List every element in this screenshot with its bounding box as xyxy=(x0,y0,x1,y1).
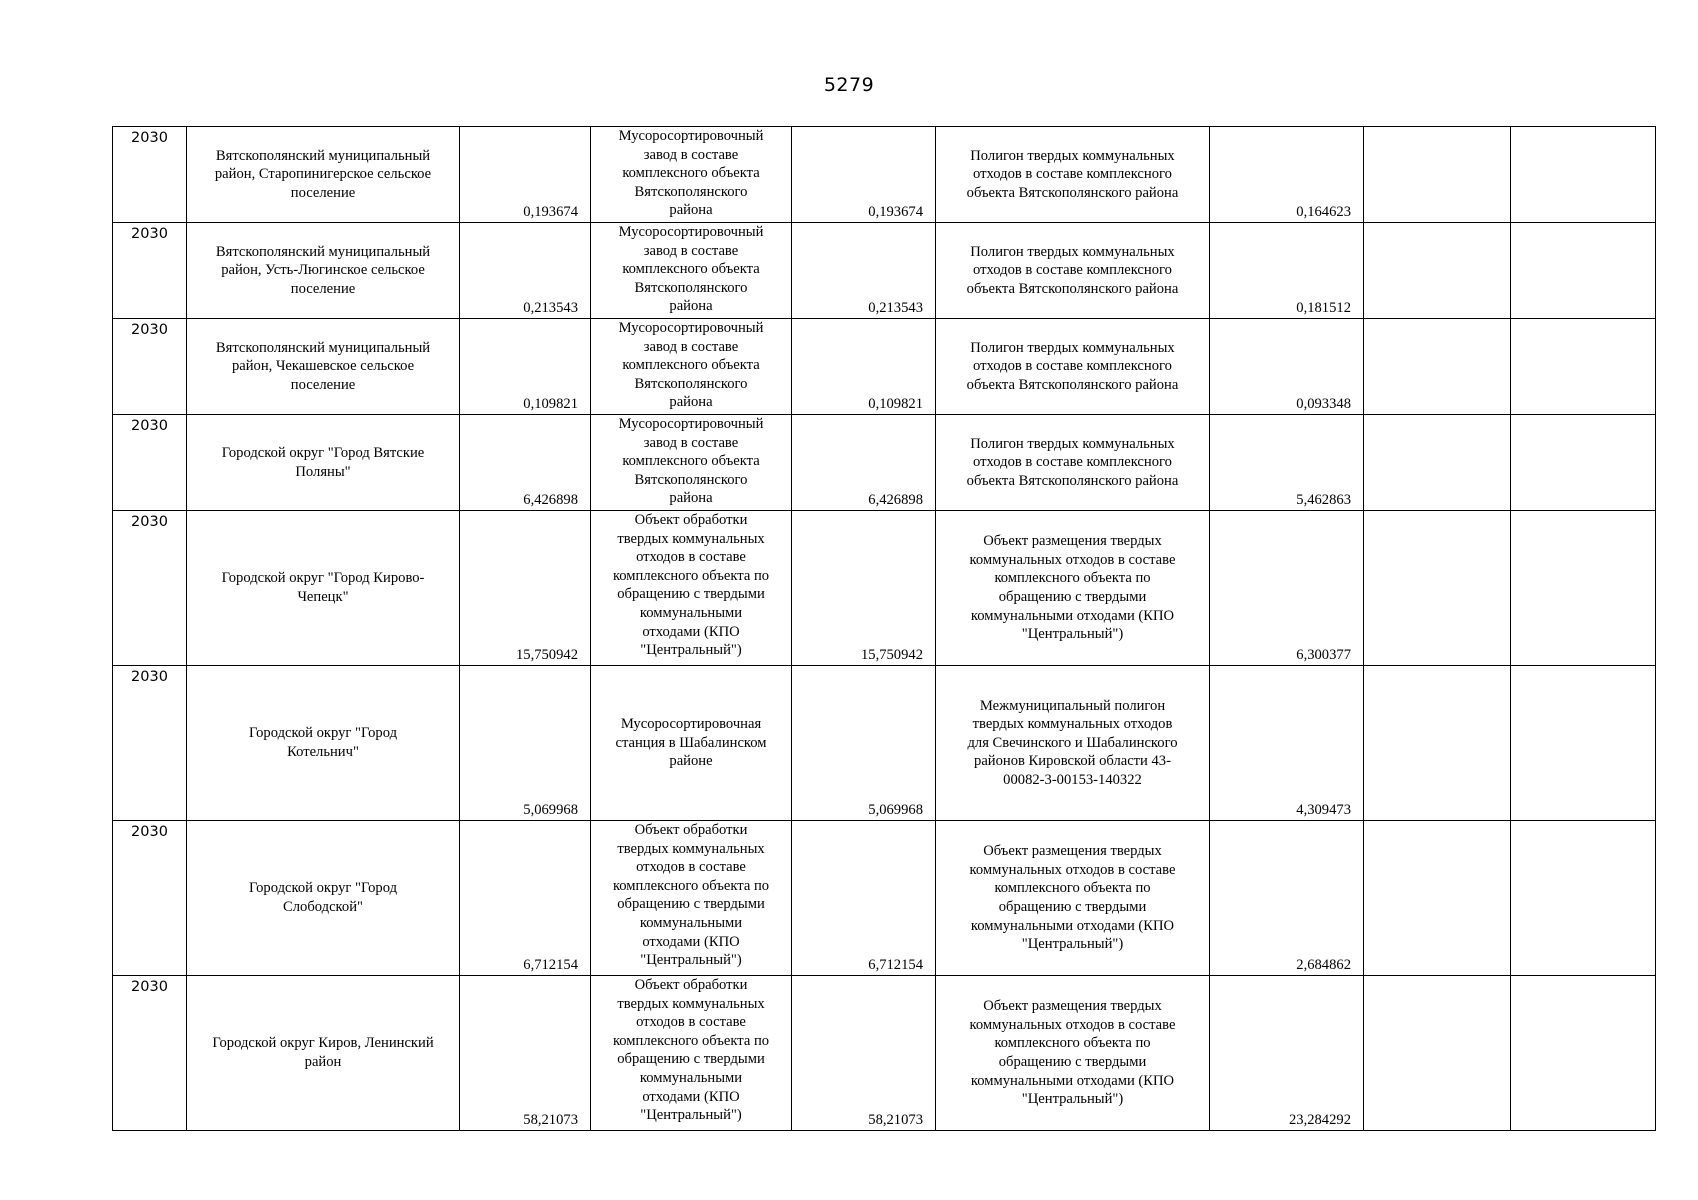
processing-facility-cell: Мусоросортировочный завод в составе комплексного объекта Вятскополянского района xyxy=(591,319,792,415)
year-cell: 2030 xyxy=(113,223,187,319)
table-row xyxy=(113,319,1656,415)
table-row xyxy=(113,511,1656,666)
empty-cell xyxy=(1511,976,1656,1131)
disposal-facility-cell: Полигон твердых коммунальных отходов в составе комплексного объекта Вятскополянского района xyxy=(936,415,1210,511)
year-cell: 2030 xyxy=(113,127,187,223)
disposal-facility-cell: Полигон твердых коммунальных отходов в составе комплексного объекта Вятскополянского района xyxy=(936,223,1210,319)
processing-facility-cell: Объект обработки твердых коммунальных отходов в составе комплексного объекта по обращению с твердыми коммунальными отходами (КПО "Центральный") xyxy=(591,511,792,666)
empty-cell xyxy=(1511,223,1656,319)
disposal-facility-cell: Полигон твердых коммунальных отходов в составе комплексного объекта Вятскополянского района xyxy=(936,127,1210,223)
volume-generated-cell: 15,750942 xyxy=(460,511,591,666)
volume-to-processing-cell: 0,213543 xyxy=(792,223,936,319)
municipality-cell: Городской округ "Город Кирово- Чепецк" xyxy=(187,511,460,666)
table-row xyxy=(113,976,1656,1131)
table-row xyxy=(113,127,1656,223)
municipality-cell: Вятскополянский муниципальный район, Старопинигерское сельское поселение xyxy=(187,127,460,223)
table-row xyxy=(113,415,1656,511)
waste-flow-table xyxy=(112,126,1656,1131)
volume-to-processing-cell: 58,21073 xyxy=(792,976,936,1131)
volume-to-processing-cell: 6,712154 xyxy=(792,821,936,976)
volume-generated-cell: 6,712154 xyxy=(460,821,591,976)
empty-cell xyxy=(1364,223,1511,319)
volume-to-disposal-cell: 2,684862 xyxy=(1210,821,1364,976)
municipality-cell: Вятскополянский муниципальный район, Чекашевское сельское поселение xyxy=(187,319,460,415)
empty-cell xyxy=(1511,415,1656,511)
year-cell: 2030 xyxy=(113,511,187,666)
volume-to-processing-cell: 15,750942 xyxy=(792,511,936,666)
empty-cell xyxy=(1511,821,1656,976)
empty-cell xyxy=(1511,666,1656,821)
processing-facility-cell: Мусоросортировочная станция в Шабалинском районе xyxy=(591,666,792,821)
volume-to-processing-cell: 6,426898 xyxy=(792,415,936,511)
empty-cell xyxy=(1364,511,1511,666)
volume-to-disposal-cell: 0,181512 xyxy=(1210,223,1364,319)
empty-cell xyxy=(1364,976,1511,1131)
page-number: 5279 xyxy=(823,74,875,96)
volume-generated-cell: 0,213543 xyxy=(460,223,591,319)
empty-cell xyxy=(1364,319,1511,415)
volume-to-disposal-cell: 0,093348 xyxy=(1210,319,1364,415)
processing-facility-cell: Мусоросортировочный завод в составе комплексного объекта Вятскополянского района xyxy=(591,223,792,319)
empty-cell xyxy=(1364,415,1511,511)
processing-facility-cell: Мусоросортировочный завод в составе комплексного объекта Вятскополянского района xyxy=(591,415,792,511)
municipality-cell: Городской округ "Город Котельнич" xyxy=(187,666,460,821)
volume-to-processing-cell: 0,193674 xyxy=(792,127,936,223)
volume-to-processing-cell: 5,069968 xyxy=(792,666,936,821)
disposal-facility-cell: Полигон твердых коммунальных отходов в составе комплексного объекта Вятскополянского района xyxy=(936,319,1210,415)
volume-generated-cell: 0,109821 xyxy=(460,319,591,415)
empty-cell xyxy=(1511,127,1656,223)
municipality-cell: Вятскополянский муниципальный район, Усть-Люгинское сельское поселение xyxy=(187,223,460,319)
processing-facility-cell: Объект обработки твердых коммунальных отходов в составе комплексного объекта по обращению с твердыми коммунальными отходами (КПО "Центральный") xyxy=(591,976,792,1131)
municipality-cell: Городской округ "Город Слободской" xyxy=(187,821,460,976)
disposal-facility-cell: Межмуниципальный полигон твердых коммунальных отходов для Свечинского и Шабалинского районов Кировской области 43- 00082-3-00153-140322 xyxy=(936,666,1210,821)
empty-cell xyxy=(1364,666,1511,821)
volume-generated-cell: 58,21073 xyxy=(460,976,591,1131)
municipality-cell: Городской округ "Город Вятские Поляны" xyxy=(187,415,460,511)
empty-cell xyxy=(1511,319,1656,415)
disposal-facility-cell: Объект размещения твердых коммунальных отходов в составе комплексного объекта по обращению с твердыми коммунальными отходами (КПО "Центральный") xyxy=(936,821,1210,976)
municipality-cell: Городской округ Киров, Ленинский район xyxy=(187,976,460,1131)
empty-cell xyxy=(1364,127,1511,223)
processing-facility-cell: Мусоросортировочный завод в составе комплексного объекта Вятскополянского района xyxy=(591,127,792,223)
volume-to-processing-cell: 0,109821 xyxy=(792,319,936,415)
year-cell: 2030 xyxy=(113,976,187,1131)
disposal-facility-cell: Объект размещения твердых коммунальных отходов в составе комплексного объекта по обращению с твердыми коммунальными отходами (КПО "Центральный") xyxy=(936,511,1210,666)
year-cell: 2030 xyxy=(113,821,187,976)
volume-to-disposal-cell: 6,300377 xyxy=(1210,511,1364,666)
volume-generated-cell: 0,193674 xyxy=(460,127,591,223)
disposal-facility-cell: Объект размещения твердых коммунальных отходов в составе комплексного объекта по обращению с твердыми коммунальными отходами (КПО "Центральный") xyxy=(936,976,1210,1131)
year-cell: 2030 xyxy=(113,415,187,511)
empty-cell xyxy=(1511,511,1656,666)
year-cell: 2030 xyxy=(113,319,187,415)
table-row xyxy=(113,666,1656,821)
table-row xyxy=(113,821,1656,976)
volume-to-disposal-cell: 0,164623 xyxy=(1210,127,1364,223)
volume-to-disposal-cell: 5,462863 xyxy=(1210,415,1364,511)
volume-to-disposal-cell: 23,284292 xyxy=(1210,976,1364,1131)
volume-generated-cell: 5,069968 xyxy=(460,666,591,821)
volume-to-disposal-cell: 4,309473 xyxy=(1210,666,1364,821)
volume-generated-cell: 6,426898 xyxy=(460,415,591,511)
year-cell: 2030 xyxy=(113,666,187,821)
processing-facility-cell: Объект обработки твердых коммунальных отходов в составе комплексного объекта по обращению с твердыми коммунальными отходами (КПО "Центральный") xyxy=(591,821,792,976)
empty-cell xyxy=(1364,821,1511,976)
table-row xyxy=(113,223,1656,319)
